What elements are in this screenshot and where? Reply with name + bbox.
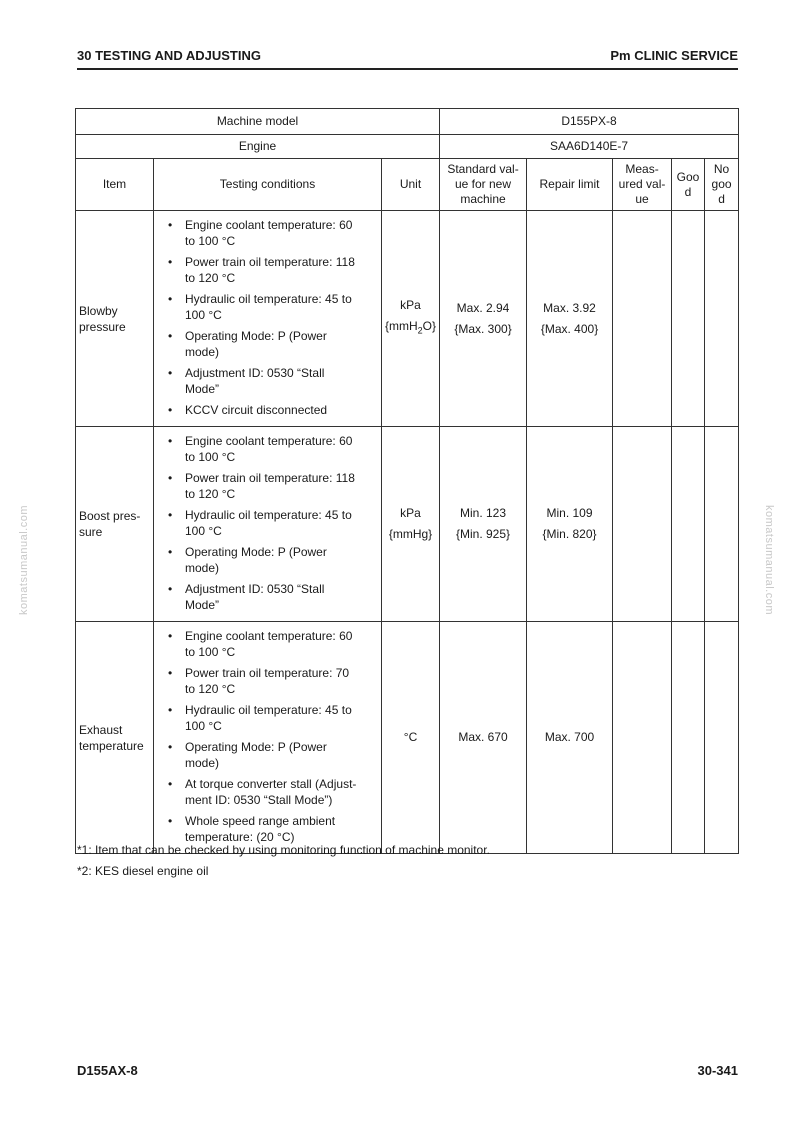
- standard-cell: [440, 211, 527, 427]
- item-line: temperature: [79, 738, 144, 753]
- repair-limit-cell: Max. 700: [527, 622, 613, 854]
- standard-line: {Max. 300}: [454, 321, 512, 336]
- col-unit: Unit: [382, 159, 440, 211]
- condition-line: to 100 °C: [185, 645, 236, 659]
- condition-line: • Adjustment ID: 0530 “Stall: [185, 582, 325, 596]
- table-row-blowby: [76, 211, 739, 427]
- repair-limit-cell: [527, 427, 613, 622]
- condition-line: to 120 °C: [185, 487, 236, 501]
- unit-cell: [382, 211, 440, 427]
- column-header-row: [76, 159, 739, 211]
- measured-value-cell: [613, 622, 672, 854]
- conditions-cell: [154, 622, 382, 854]
- condition-line: to 120 °C: [185, 682, 236, 696]
- item-line: pressure: [79, 319, 126, 334]
- item-line: Boost pres-: [79, 509, 141, 523]
- item-cell: [76, 622, 154, 854]
- condition-line: 100 °C: [185, 524, 222, 538]
- conditions-list: [162, 433, 377, 613]
- condition-item: [162, 433, 377, 465]
- header-section-title: 30 TESTING AND ADJUSTING: [77, 48, 261, 63]
- spec-table: [75, 108, 739, 854]
- conditions-cell: [154, 427, 382, 622]
- table-row-boost: [76, 427, 739, 622]
- condition-line: 100 °C: [185, 308, 222, 322]
- condition-line: • Hydraulic oil temperature: 45 to: [185, 703, 352, 717]
- condition-line: • KCCV circuit disconnected: [185, 403, 328, 417]
- condition-line: • Power train oil temperature: 118: [185, 255, 355, 269]
- condition-line: to 100 °C: [185, 234, 236, 248]
- unit-line: {mmH$_2$O}: [384, 319, 437, 336]
- condition-line: • Operating Mode: P (Power: [185, 740, 327, 754]
- standard-line: {Min. 925}: [455, 527, 511, 541]
- condition-item: [162, 702, 377, 734]
- condition-line: to 120 °C: [185, 271, 236, 285]
- condition-line: to 100 °C: [185, 450, 236, 464]
- condition-line: • Hydraulic oil temperature: 45 to: [185, 292, 352, 306]
- footnote-1: *1: Item that can be checked by using monitoring function of machine monitor.: [77, 843, 490, 857]
- condition-item: [162, 544, 377, 576]
- condition-item: [162, 402, 377, 418]
- unit-line: {mmHg}: [388, 527, 433, 541]
- item-line: sure: [79, 525, 103, 539]
- col-measured-line: ue: [635, 192, 649, 206]
- condition-line: mode): [185, 345, 220, 359]
- good-cell: [672, 211, 705, 427]
- col-no-good-line: d: [718, 192, 725, 206]
- no-good-cell: [705, 622, 739, 854]
- col-no-good-line: goo: [711, 177, 732, 191]
- condition-line: Mode”: [185, 598, 220, 612]
- condition-line: • Operating Mode: P (Power: [185, 545, 327, 559]
- condition-line: mode): [185, 756, 220, 770]
- repair-limit-line: {Min. 820}: [542, 527, 597, 541]
- machine-model-label: Machine model: [76, 109, 440, 135]
- condition-line: ment ID: 0530 “Stall Mode”): [185, 793, 333, 807]
- unit-line: kPa: [400, 298, 421, 313]
- col-good: [672, 159, 705, 211]
- col-standard-line: ue for new: [454, 177, 512, 191]
- col-measured: [613, 159, 672, 211]
- col-measured-line: ured val-: [618, 177, 666, 191]
- footer-page-number: 30-341: [697, 1063, 738, 1078]
- item-line: Exhaust: [79, 722, 123, 737]
- col-no-good: [705, 159, 739, 211]
- col-standard-line: Standard val-: [447, 162, 519, 176]
- col-testing-conditions: Testing conditions: [154, 159, 382, 211]
- footer-model: D155AX-8: [77, 1063, 138, 1078]
- footnote-2: *2: KES diesel engine oil: [77, 864, 209, 878]
- condition-line: • Engine coolant temperature: 60: [185, 629, 353, 643]
- item-line: Blowby: [79, 303, 118, 318]
- condition-item: [162, 217, 377, 249]
- condition-line: • Hydraulic oil temperature: 45 to: [185, 508, 352, 522]
- col-repair-limit: Repair limit: [527, 159, 613, 211]
- measured-value-cell: [613, 427, 672, 622]
- condition-item: [162, 254, 377, 286]
- standard-line: Min. 123: [460, 506, 507, 520]
- machine-model-value: D155PX-8: [440, 109, 739, 135]
- condition-item: [162, 365, 377, 397]
- condition-line: Mode”: [185, 382, 220, 396]
- unit-cell: °C: [382, 622, 440, 854]
- condition-line: • Engine coolant temperature: 60: [185, 434, 353, 448]
- repair-limit-cell: [527, 211, 613, 427]
- standard-line: Max. 2.94: [456, 300, 510, 315]
- condition-item: [162, 291, 377, 323]
- condition-item: [162, 328, 377, 360]
- col-item: Item: [76, 159, 154, 211]
- conditions-list: [162, 217, 377, 418]
- unit-line: kPa: [400, 506, 421, 520]
- condition-item: [162, 507, 377, 539]
- col-good-line: Goo: [676, 169, 700, 184]
- condition-item: [162, 776, 377, 808]
- condition-line: • Operating Mode: P (Power: [185, 329, 327, 343]
- condition-item: [162, 470, 377, 502]
- conditions-cell: [154, 211, 382, 427]
- header-chapter-title: Pm CLINIC SERVICE: [610, 48, 738, 63]
- watermark-right: komatsumanual.com: [763, 505, 775, 615]
- no-good-cell: [705, 211, 739, 427]
- condition-line: • Power train oil temperature: 118: [185, 471, 355, 485]
- col-standard-line: machine: [460, 192, 506, 206]
- condition-item: [162, 813, 377, 845]
- condition-item: [162, 581, 377, 613]
- good-cell: [672, 427, 705, 622]
- table-row-exhaust: [76, 622, 739, 854]
- col-good-line: d: [684, 184, 692, 199]
- header-rule: [77, 68, 738, 70]
- condition-line: • Power train oil temperature: 70: [185, 666, 350, 680]
- engine-label: Engine: [76, 135, 440, 159]
- col-no-good-line: No: [713, 162, 730, 176]
- repair-limit-line: Min. 109: [546, 506, 593, 520]
- condition-line: • Engine coolant temperature: 60: [185, 218, 353, 232]
- col-measured-line: Meas-: [625, 162, 659, 176]
- repair-limit-line: {Max. 400}: [540, 321, 599, 336]
- no-good-cell: [705, 427, 739, 622]
- condition-line: 100 °C: [185, 719, 222, 733]
- repair-limit-line: Max. 3.92: [543, 300, 596, 315]
- machine-model-row: [76, 109, 739, 135]
- condition-line: temperature: (20 °C): [185, 830, 295, 844]
- good-cell: [672, 622, 705, 854]
- condition-line: • Adjustment ID: 0530 “Stall: [185, 366, 325, 380]
- item-cell: [76, 211, 154, 427]
- watermark-left: komatsumanual.com: [18, 505, 30, 615]
- standard-cell: [440, 427, 527, 622]
- conditions-list: [162, 628, 377, 845]
- condition-line: • At torque converter stall (Adjust-: [185, 777, 357, 791]
- condition-item: [162, 739, 377, 771]
- condition-item: [162, 628, 377, 660]
- engine-row: [76, 135, 739, 159]
- standard-cell: Max. 670: [440, 622, 527, 854]
- condition-line: mode): [185, 561, 220, 575]
- measured-value-cell: [613, 211, 672, 427]
- col-standard: [440, 159, 527, 211]
- unit-cell: [382, 427, 440, 622]
- engine-value: SAA6D140E-7: [440, 135, 739, 159]
- condition-line: • Whole speed range ambient: [185, 814, 336, 828]
- condition-item: [162, 665, 377, 697]
- item-cell: [76, 427, 154, 622]
